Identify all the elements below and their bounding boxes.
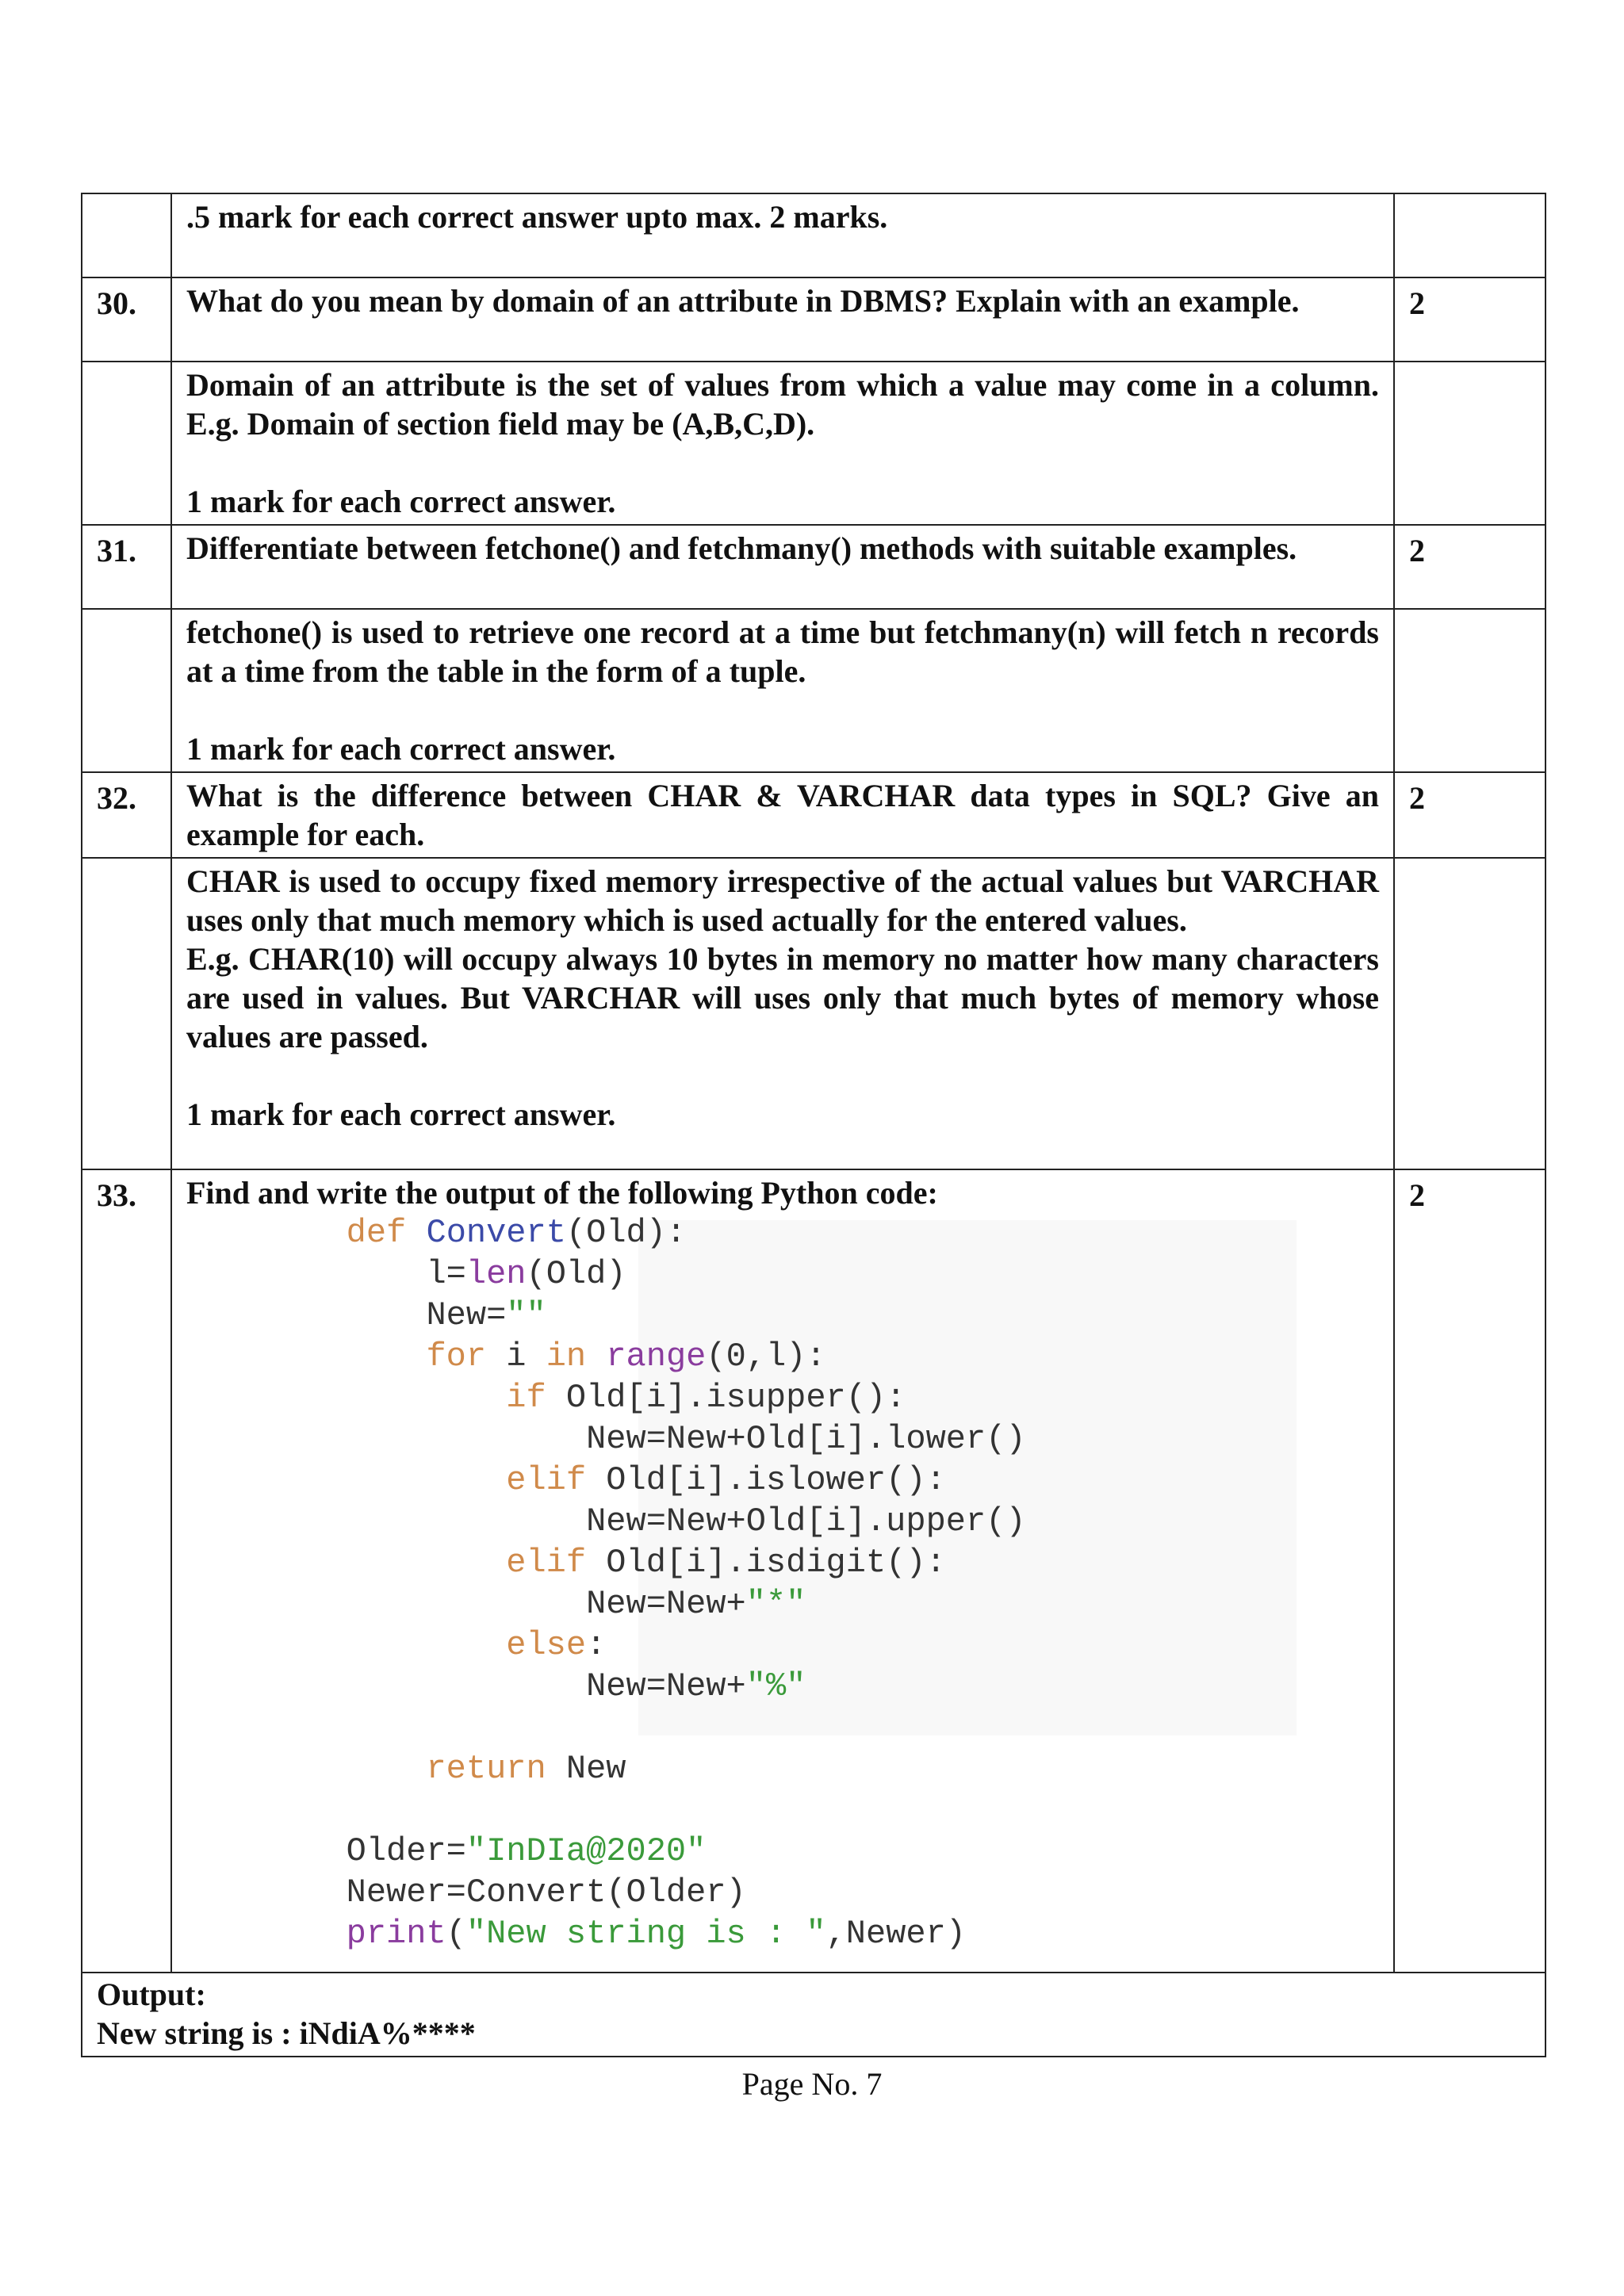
question-marks: 2 [1394, 1169, 1545, 1973]
question-text: What do you mean by domain of an attribute in DBMS? Explain with an example. [171, 277, 1394, 362]
answer-cell [171, 858, 1394, 1169]
question-text: Differentiate between fetchone() and fetchmany() methods with suitable examples. [171, 525, 1394, 609]
question-marks: 2 [1394, 772, 1545, 858]
output-cell [82, 1973, 1545, 2057]
table-row [82, 1169, 1545, 1973]
question-number: 32. [82, 772, 171, 858]
marks-cell [1394, 193, 1545, 277]
page-number: Page No. 7 [741, 2066, 883, 2102]
question-cell [171, 1169, 1394, 1973]
marking-scheme: 1 mark for each correct answer. [186, 731, 616, 767]
question-number: 31. [82, 525, 171, 609]
answer-cell [171, 609, 1394, 772]
table-row [82, 858, 1545, 1169]
table-row [82, 362, 1545, 525]
number-cell [82, 193, 171, 277]
question-number: 33. [82, 1169, 171, 1973]
marking-scheme: 1 mark for each correct answer. [186, 484, 616, 519]
question-number: 30. [82, 277, 171, 362]
output-label: Output: [97, 1976, 206, 2012]
number-cell [82, 609, 171, 772]
answer-key-table [81, 193, 1546, 2057]
question-marks: 2 [1394, 277, 1545, 362]
table-row [82, 277, 1545, 362]
table-row [82, 609, 1545, 772]
question-text: Find and write the output of the following Python code: [186, 1175, 938, 1211]
marking-note: .5 mark for each correct answer upto max. 2 marks. [171, 193, 1394, 277]
answer-example: E.g. CHAR(10) will occupy always 10 bytes in memory no matter how many characters are used in values. But VARCHAR will uses only that much bytes of memory whose values are passed. [186, 941, 1379, 1054]
marks-cell [1394, 362, 1545, 525]
marking-scheme: 1 mark for each correct answer. [186, 1096, 616, 1132]
output-value: New string is : iNdiA%**** [97, 2015, 476, 2051]
marks-cell [1394, 609, 1545, 772]
number-cell [82, 858, 171, 1169]
marks-cell [1394, 858, 1545, 1169]
answer-text: CHAR is used to occupy fixed memory irrespective of the actual values but VARCHAR uses only that much memory which is used actually for the entered values. [186, 863, 1379, 938]
question-marks: 2 [1394, 525, 1545, 609]
answer-text: fetchone() is used to retrieve one record at a time but fetchmany(n) will fetch n records at a time from the table in the form of a tuple. [186, 614, 1379, 689]
table-row [82, 525, 1545, 609]
code-block [186, 1212, 1379, 1957]
python-code: def Convert(Old): l=len(Old) New="" for i in range(0,l): if Old[i].isupper(): New=New+Old[i].lower() elif Old[i].islower(): New=New+Old[i].upper() elif Old[i].isdigit(): New=New+"*" else: New=New+"%" return New Older="InDIa@2020" Newer=Convert(Older) print("New string is : ",Newer) [346, 1214, 1026, 1953]
answer-text: Domain of an attribute is the set of values from which a value may come in a column. E.g. Domain of section field may be (A,B,C,D). [186, 367, 1379, 442]
answer-cell [171, 362, 1394, 525]
table-row [82, 193, 1545, 277]
question-text: What is the difference between CHAR & VARCHAR data types in SQL? Give an example for each. [171, 772, 1394, 858]
table-row [82, 772, 1545, 858]
table-row [82, 1973, 1545, 2057]
number-cell [82, 362, 171, 525]
